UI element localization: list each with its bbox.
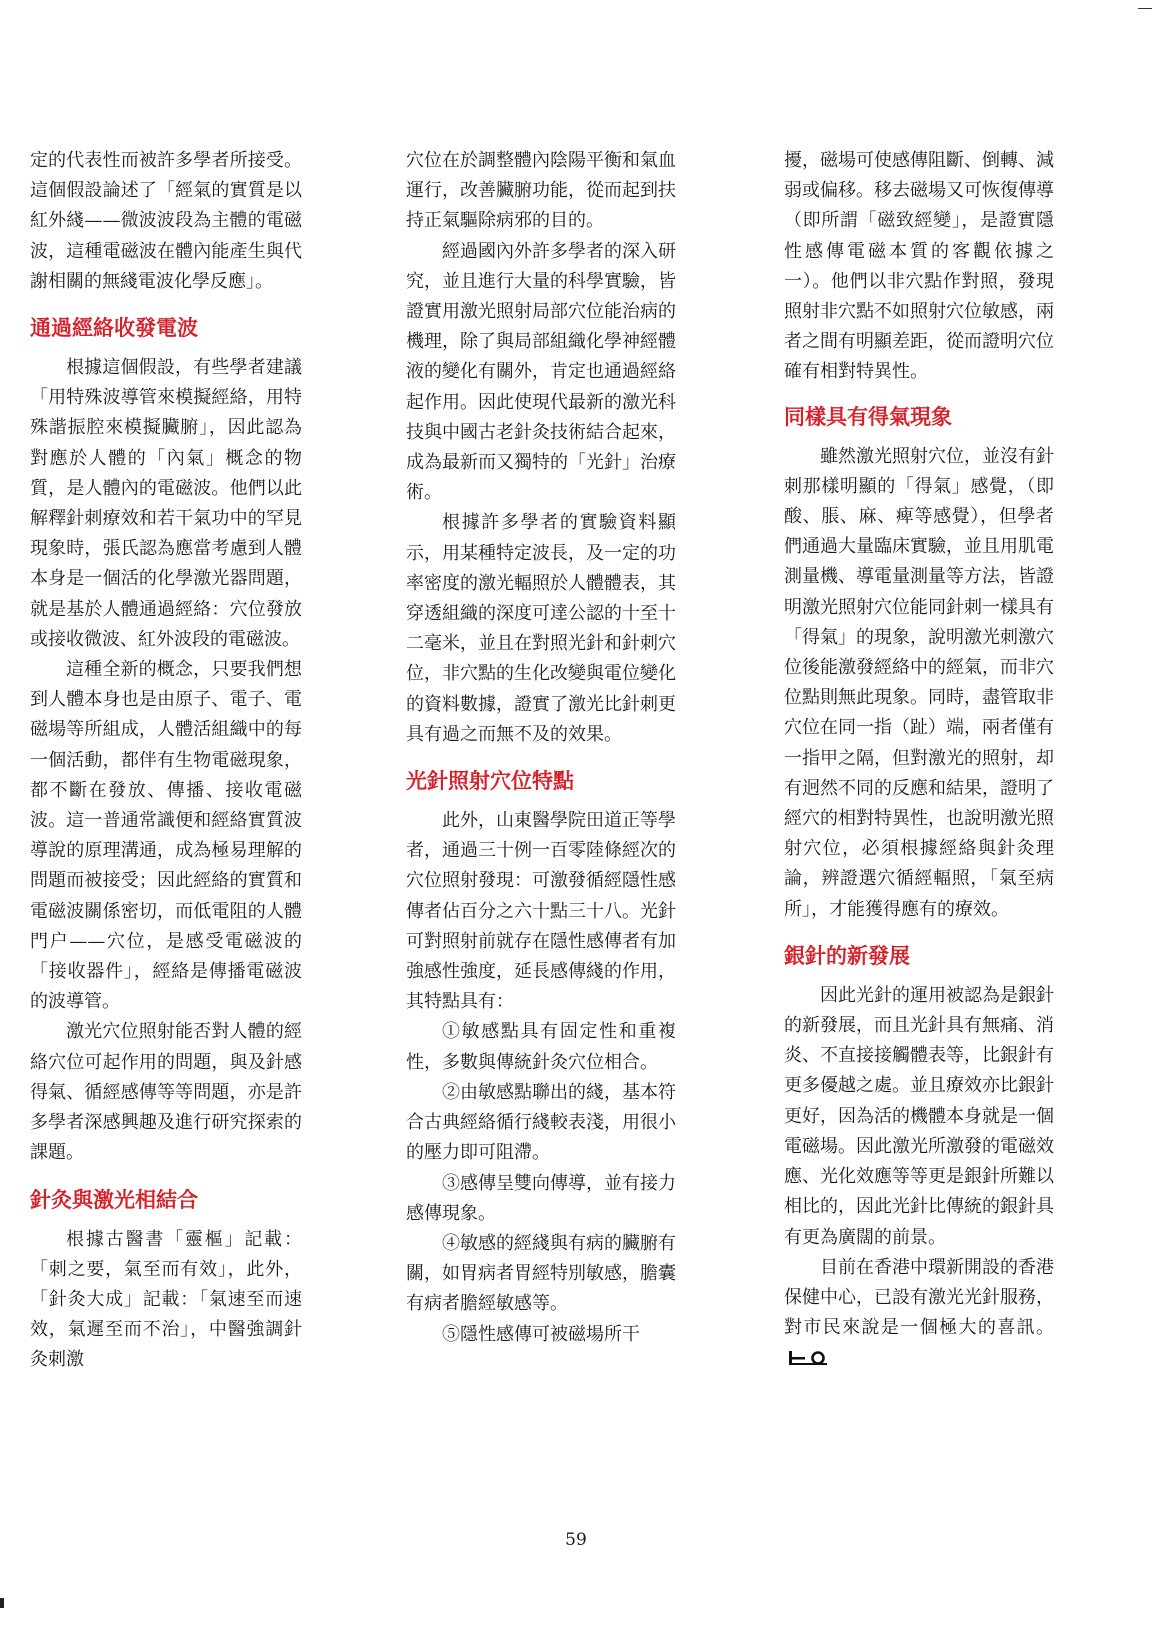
paragraph: 此外，山東醫學院田道正等學者，通過三十例一百零陸條經次的穴位照射發現：可激發循經隱性感傳者佔百分之六十點三十八。光針可對照射前就存在隱性感傳者有加強感性強度，延長感傳綫的作用，其特點具有： <box>406 810 676 1013</box>
section-heading: 同樣具有得氣現象 <box>784 404 952 429</box>
list-item: ③感傳呈雙向傳導，並有接力感傳現象。 <box>406 1172 676 1224</box>
paragraph: 穴位在於調整體內陰陽平衡和氣血運行，改善臟腑功能，從而起到扶持正氣驅除病邪的目的。 <box>406 150 676 232</box>
list-item: ④敏感的經綫與有病的臟腑有關，如胃病者胃經特別敏感，膽囊有病者膽經敏感等。 <box>406 1232 676 1315</box>
paragraph: 經過國內外許多學者的深入研究，並且進行大量的科學實驗，皆證實用激光照射局部穴位能治病的機理，除了與局部組織化學神經體液的變化有關外，肯定也通過經絡起作用。因此使現代最新的激光科技與中國古老針灸技術結合起來，成為最新而又獨特的「光針」治療術。 <box>406 240 676 504</box>
section-heading: 銀針的新發展 <box>784 943 910 968</box>
paragraph: 因此光針的運用被認為是銀針的新發展，而且光針具有無痛、消炎、不直接接觸體表等，比銀針有更多優越之處。並且療效亦比銀針更好，因為活的機體本身就是一個電磁場。因此激光所激發的電磁效應、光化效應等等更是銀針所難以相比的，因此光針比傳統的銀針具有更為廣闊的前景。 <box>784 984 1054 1248</box>
text-column-2 <box>406 146 676 1350</box>
text-column-1 <box>30 146 302 1376</box>
page-number: 59 <box>565 1530 587 1550</box>
paragraph: 定的代表性而被許多學者所接受。這個假設論述了「經氣的實質是以紅外綫——微波波段為主體的電磁波，這種電磁波在體內能產生與代謝相關的無綫電波化學反應」。 <box>30 150 302 292</box>
list-item: ②由敏感點聯出的綫，基本符合古典經絡循行綫較表淺，用很小的壓力即可阻滯。 <box>406 1081 676 1164</box>
paragraph: 根據這個假設，有些學者建議「用特殊波導管來模擬經絡，用特殊諧振腔來模擬臟腑」，因此認為對應於人體的「內氣」概念的物質，是人體內的電磁波。他們以此解釋針刺療效和若干氣功中的罕見現象時，張氏認為應當考慮到人體本身是一個活的化學激光器問題，就是基於人體通過經絡：穴位發放或接收微波、紅外波段的電磁波。 <box>30 357 302 650</box>
section-heading: 通過經絡收發電波 <box>30 316 198 341</box>
hc-logo-icon <box>788 1350 828 1366</box>
scan-edge-mark <box>1138 0 1152 9</box>
paragraph: 這種全新的概念，只要我們想到人體本身也是由原子、電子、電磁場等所組成，人體活組織中的每一個活動，都伴有生物電磁現象，都不斷在發放、傳播、接收電磁波。這一普通常識便和經絡實質波導說的原理溝通，成為極易理解的問題而被接受；因此經絡的實質和電磁波關係密切，而低電阻的人體門户——穴位，是感受電磁波的「接收器件」，經絡是傳播電磁波的波導管。 <box>30 659 302 1013</box>
text-column-3 <box>784 146 1054 1374</box>
paragraph: 激光穴位照射能否對人體的經絡穴位可起作用的問題，與及針感得氣、循經感傳等等問題，亦是許多學者深感興趣及進行研究探索的課題。 <box>30 1021 302 1164</box>
section-heading: 光針照射穴位特點 <box>406 769 574 794</box>
paragraph <box>784 1253 1054 1374</box>
scan-edge-mark <box>0 1598 4 1608</box>
list-item: ①敏感點具有固定性和重複性，多數與傳統針灸穴位相合。 <box>406 1021 676 1073</box>
paragraph: 根據古醫書「靈樞」記載：「刺之要，氣至而有效」，此外，「針灸大成」記載：「氣速至而速效，氣遲至而不治」，中醫強調針灸刺激 <box>30 1228 302 1371</box>
list-item: ⑤隱性感傳可被磁場所干 <box>442 1323 640 1345</box>
closing-text: 目前在香港中環新開設的香港保健中心，已設有激光光針服務，對市民來說是一個極大的喜訊。 <box>784 1256 1054 1339</box>
paragraph: 根據許多學者的實驗資料顯示，用某種特定波長，及一定的功率密度的激光輻照於人體體表，其穿透組織的深度可達公認的十至十二毫米，並且在對照光針和針刺穴位，非穴點的生化改變與電位變化的資料數據，證實了激光比針刺更具有過之而無不及的效果。 <box>406 512 676 745</box>
paragraph: 雖然激光照射穴位，並沒有針刺那樣明顯的「得氣」感覺，（即酸、脹、麻、痺等感覺），但學者們通過大量臨床實驗，並且用肌電測量機、導電量測量等方法，皆證明激光照射穴位能同針刺一樣具有「得氣」的現象，說明激光刺激穴位後能激發經絡中的經氣，而非穴位點則無此現象。同時，盡管取非穴位在同一指（趾）端，兩者僅有一指甲之隔，但對激光的照射，却有迥然不同的反應和結果，證明了經穴的相對特異性，也說明激光照射穴位，必須根據經絡與針灸理論，辨證選穴循經輻照，「氣至病所」，才能獲得應有的療效。 <box>784 445 1054 920</box>
section-heading: 針灸與激光相結合 <box>30 1187 198 1212</box>
paragraph: 擾，磁場可使感傳阻斷、倒轉、減弱或偏移。移去磁場又可恢復傳導（即所謂「磁致經變」，是證實隱性感傳電磁本質的客觀依據之一）。他們以非穴點作對照，發現照射非穴點不如照射穴位敏感，兩者之間有明顯差距，從而證明穴位確有相對特異性。 <box>784 150 1054 383</box>
